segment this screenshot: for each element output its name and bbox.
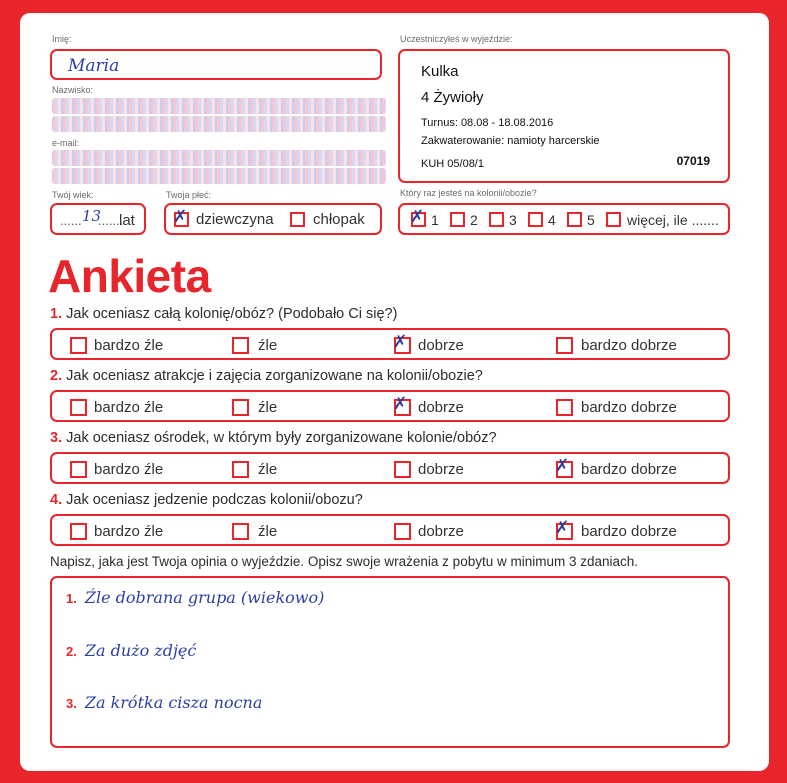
raz-checkbox-4[interactable] bbox=[528, 212, 543, 227]
q1-checkbox-bardzo-zle[interactable] bbox=[70, 337, 87, 354]
raz-option-more: więcej, ile ....... bbox=[627, 212, 719, 228]
label-nazwisko: Nazwisko: bbox=[52, 85, 94, 95]
opinion-line-3: 3. Za krótka cisza nocna bbox=[66, 693, 263, 712]
label-email: e-mail: bbox=[52, 138, 80, 148]
q4-checkbox-bardzo-dobrze[interactable] bbox=[555, 518, 573, 540]
trip-info-box bbox=[398, 49, 730, 183]
trip-name: Kulka bbox=[421, 63, 459, 80]
opinion-line-1: 1. Źle dobrana grupa (wiekowo) bbox=[66, 588, 325, 607]
q3-option-bardzo-dobrze: bardzo dobrze bbox=[581, 461, 677, 478]
label-uczestnik: Uczestniczyłeś w wyjeździe: bbox=[400, 34, 513, 44]
check-mark-icon: ✗ bbox=[393, 394, 408, 414]
question-3-text: 3. Jak oceniasz ośrodek, w którym były zorganizowane kolonie/obóz? bbox=[50, 430, 497, 446]
q1-option-zle: źle bbox=[258, 337, 278, 354]
nazwisko-redacted bbox=[52, 98, 386, 114]
q3-checkbox-zle[interactable] bbox=[232, 461, 249, 478]
question-1-text: 1. Jak oceniasz całą kolonię/obóz? (Podobało Ci się?) bbox=[50, 306, 398, 322]
q3-option-dobrze: dobrze bbox=[418, 461, 464, 478]
q2-option-bardzo-zle: bardzo źle bbox=[94, 399, 164, 416]
q2-checkbox-zle[interactable] bbox=[232, 399, 249, 416]
raz-option-4: 4 bbox=[548, 212, 556, 228]
email-redacted bbox=[52, 150, 386, 166]
label-imie: Imię: bbox=[52, 34, 72, 44]
plec-option-dziewczyna: dziewczyna bbox=[196, 211, 274, 228]
raz-checkbox-more[interactable] bbox=[606, 212, 621, 227]
q4-checkbox-dobrze[interactable] bbox=[394, 523, 411, 540]
plec-option-chlopak: chłopak bbox=[313, 211, 365, 228]
trip-zakwaterowanie: Zakwaterowanie: namioty harcerskie bbox=[421, 135, 600, 147]
wiek-value: 13 bbox=[82, 207, 102, 225]
raz-option-2: 2 bbox=[470, 212, 478, 228]
question-4-options bbox=[50, 514, 730, 546]
wiek-dots-left: ...... bbox=[60, 213, 82, 228]
opinion-line-2: 2. Za dużo zdjęć bbox=[66, 641, 197, 660]
q4-option-zle: źle bbox=[258, 523, 278, 540]
q2-checkbox-bardzo-zle[interactable] bbox=[70, 399, 87, 416]
q4-option-dobrze: dobrze bbox=[418, 523, 464, 540]
trip-number: 07019 bbox=[676, 154, 710, 168]
plec-checkbox-dziewczyna[interactable] bbox=[173, 207, 189, 227]
check-mark-icon: ✗ bbox=[555, 456, 570, 476]
raz-option-1: 1 bbox=[431, 212, 439, 228]
check-mark-icon: ✗ bbox=[173, 207, 188, 227]
question-4-text: 4. Jak oceniasz jedzenie podczas kolonii/obozu? bbox=[50, 492, 363, 508]
q1-option-dobrze: dobrze bbox=[418, 337, 464, 354]
label-wiek: Twój wiek: bbox=[52, 190, 94, 200]
plec-field bbox=[164, 203, 382, 235]
check-mark-icon: ✗ bbox=[393, 332, 408, 352]
raz-checkbox-2[interactable] bbox=[450, 212, 465, 227]
wiek-field[interactable] bbox=[50, 203, 146, 235]
nazwisko-redacted-2 bbox=[52, 116, 386, 132]
q2-option-dobrze: dobrze bbox=[418, 399, 464, 416]
raz-field bbox=[398, 203, 730, 235]
q1-checkbox-bardzo-dobrze[interactable] bbox=[556, 337, 573, 354]
email-redacted-2 bbox=[52, 168, 386, 184]
q1-option-bardzo-dobrze: bardzo dobrze bbox=[581, 337, 677, 354]
trip-code: KUH 05/08/1 bbox=[421, 158, 484, 170]
question-1-options bbox=[50, 328, 730, 360]
check-mark-icon: ✗ bbox=[410, 207, 425, 227]
raz-checkbox-3[interactable] bbox=[489, 212, 504, 227]
imie-value: Maria bbox=[68, 56, 120, 76]
q4-option-bardzo-dobrze: bardzo dobrze bbox=[581, 523, 677, 540]
opinion-field[interactable] bbox=[50, 576, 730, 748]
q4-option-bardzo-zle: bardzo źle bbox=[94, 523, 164, 540]
plec-checkbox-chlopak[interactable] bbox=[290, 212, 305, 227]
imie-field[interactable] bbox=[50, 49, 382, 80]
raz-option-5: 5 bbox=[587, 212, 595, 228]
q3-option-bardzo-zle: bardzo źle bbox=[94, 461, 164, 478]
q2-option-bardzo-dobrze: bardzo dobrze bbox=[581, 399, 677, 416]
q1-checkbox-zle[interactable] bbox=[232, 337, 249, 354]
q3-option-zle: źle bbox=[258, 461, 278, 478]
label-ktory-raz: Który raz jesteś na kolonii/obozie? bbox=[400, 188, 537, 198]
q1-option-bardzo-zle: bardzo źle bbox=[94, 337, 164, 354]
wiek-unit: lat bbox=[119, 212, 135, 229]
q3-checkbox-dobrze[interactable] bbox=[394, 461, 411, 478]
question-2-options bbox=[50, 390, 730, 422]
raz-checkbox-5[interactable] bbox=[567, 212, 582, 227]
wiek-dots-right: ....... bbox=[98, 213, 124, 228]
question-2-text: 2. Jak oceniasz atrakcje i zajęcia zorganizowane na kolonii/obozie? bbox=[50, 368, 483, 384]
q2-checkbox-bardzo-dobrze[interactable] bbox=[556, 399, 573, 416]
trip-sub: 4 Żywioły bbox=[421, 89, 484, 106]
survey-title: Ankieta bbox=[48, 250, 211, 302]
raz-option-3: 3 bbox=[509, 212, 517, 228]
trip-turnus: Turnus: 08.08 - 18.08.2016 bbox=[421, 117, 554, 129]
q2-checkbox-dobrze[interactable] bbox=[393, 394, 411, 416]
q2-option-zle: źle bbox=[258, 399, 278, 416]
q3-checkbox-bardzo-dobrze[interactable] bbox=[555, 456, 573, 478]
q4-checkbox-bardzo-zle[interactable] bbox=[70, 523, 87, 540]
check-mark-icon: ✗ bbox=[555, 518, 570, 538]
opinion-prompt: Napisz, jaka jest Twoja opinia o wyjeździe. Opisz swoje wrażenia z pobytu w minimum 3 zdaniach. bbox=[50, 554, 639, 569]
q3-checkbox-bardzo-zle[interactable] bbox=[70, 461, 87, 478]
question-3-options bbox=[50, 452, 730, 484]
label-plec: Twoja płeć: bbox=[166, 190, 212, 200]
q1-checkbox-dobrze[interactable] bbox=[393, 332, 411, 354]
raz-checkbox-1[interactable] bbox=[410, 207, 426, 227]
q4-checkbox-zle[interactable] bbox=[232, 523, 249, 540]
